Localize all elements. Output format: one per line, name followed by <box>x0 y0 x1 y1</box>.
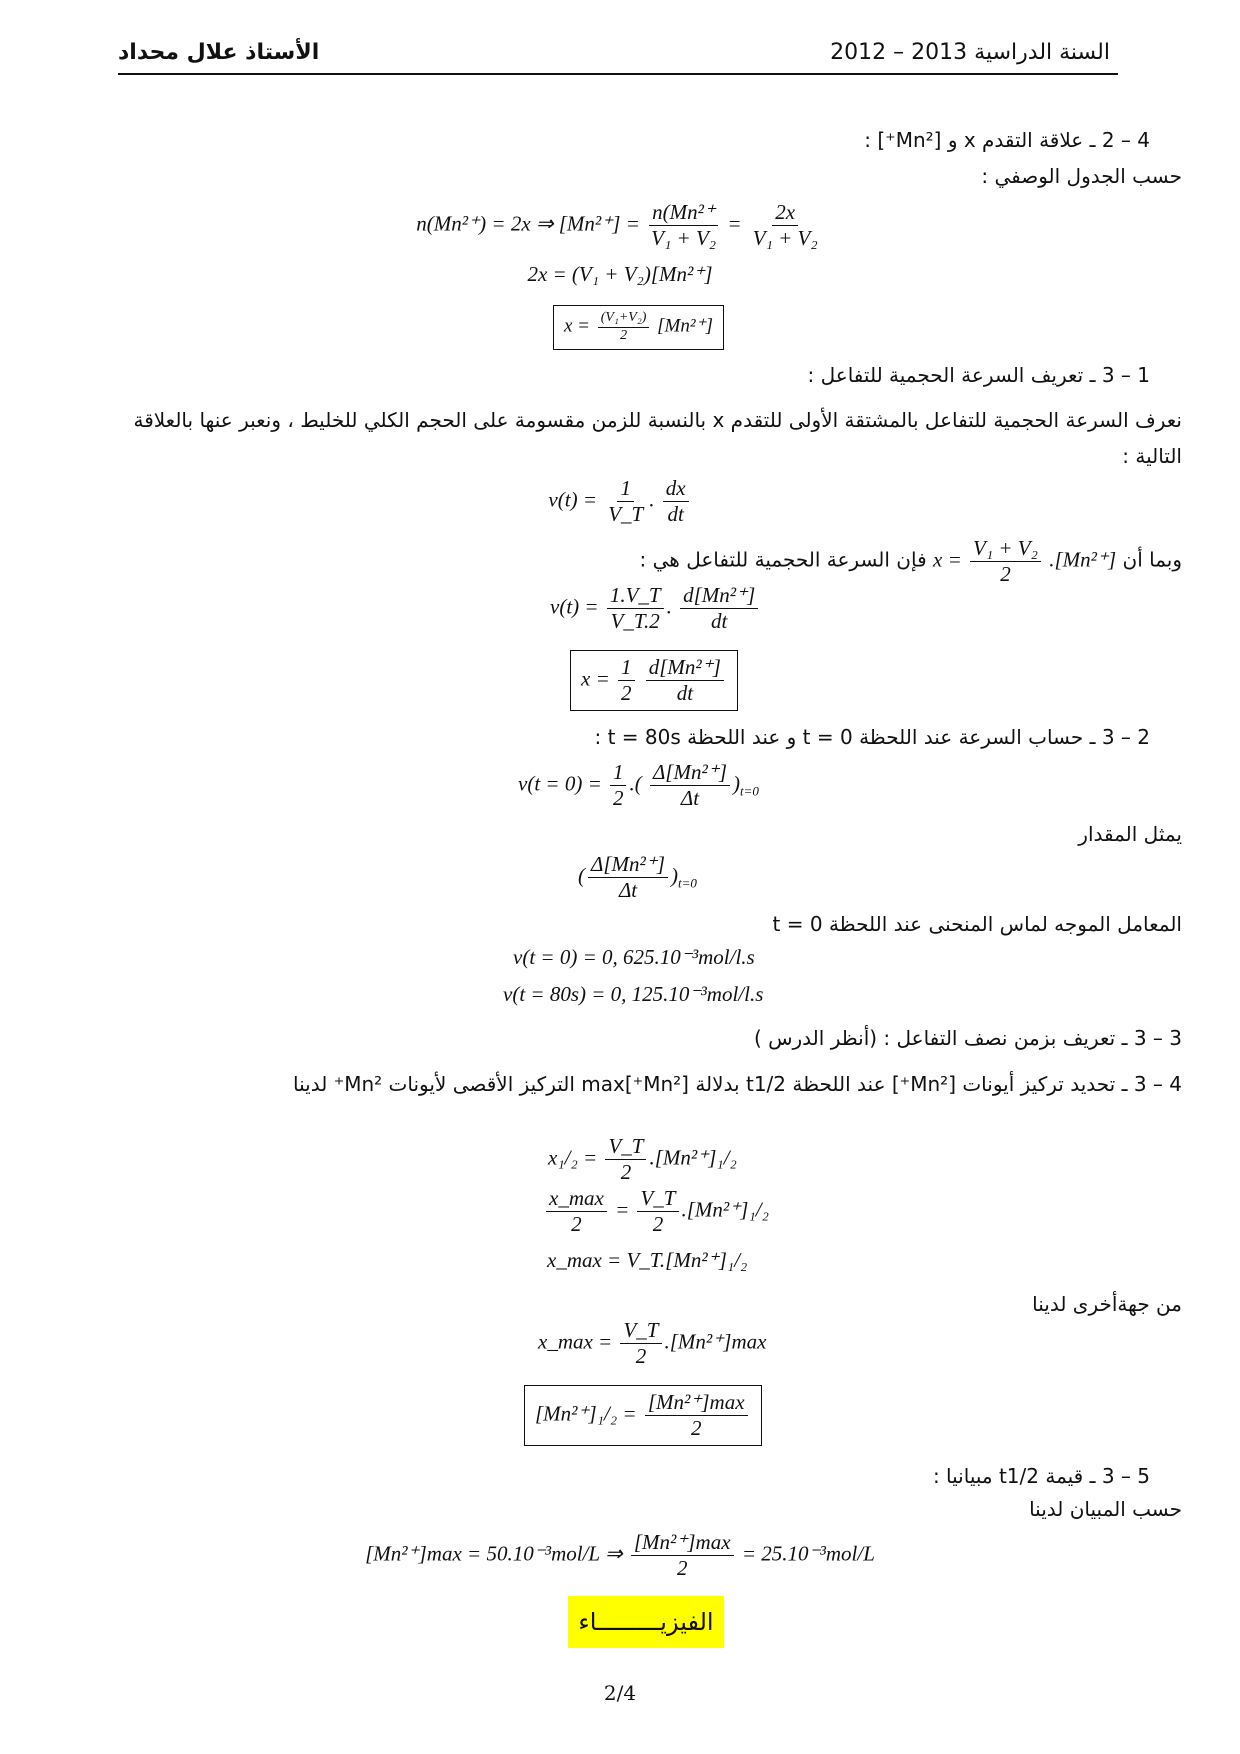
equation-xmax-half: $\frac{x\_\max}{2}$ = $\frac{V\_T}{2}$ .[Mn²⁺]₁/₂ <box>543 1186 769 1237</box>
heading-5-3: 5 – 3 ـ قيمة t1/2 مبيانيا : <box>932 1464 1150 1488</box>
value-v80: v(t = 80s) = 0, 125.10⁻³mol/l.s <box>503 982 764 1006</box>
equation-final: [Mn²⁺]max = 50.10⁻³mol/L ⇒ $\frac{\text{[Mn²⁺]max}}{2}$ = 25.10⁻³mol/L <box>365 1530 875 1581</box>
equation-x-half: x₁/₂ = $\frac{V\_T}{2}$ .[Mn²⁺]₁/₂ <box>548 1134 737 1185</box>
physics-banner-label: الفيزيـــــــــاء <box>578 1608 714 1636</box>
heading-4-3: 4 – 3 ـ تحديد تركيز أيونات [Mn²⁺] عند اللحظة t1/2 بدلالة [Mn²⁺]max التركيز الأقصى لأيونات Mn²⁺ لدينا <box>293 1072 1182 1096</box>
boxed-half-concentration: [Mn²⁺]₁/₂ = $\frac{\text{[Mn²⁺]max}}{2}$ <box>524 1385 762 1446</box>
intro-5-3: حسب المبيان لدينا <box>1029 1497 1182 1521</box>
heading-2-4: 4 – 2 ـ علاقة التقدم x و [Mn²⁺] : <box>864 128 1150 152</box>
header-teacher: الأستاذ علال محداد <box>118 40 320 65</box>
other-side-text: من جهةأخرى لدينا <box>1032 1292 1182 1316</box>
heading-3-3: 3 – 3 ـ تعريف بزمن نصف التفاعل : (أنظر الدرس ) <box>753 1026 1182 1050</box>
quantity-ratio: ( $\frac{\text{Δ[Mn²⁺]}}{\Delta t}$ )$_{t=0}$ <box>578 852 697 903</box>
definition-1-3: نعرف السرعة الحجمية للتفاعل بالمشتقة الأولى للتقدم x بالنسبة للزمن مقسومة على الحجم الكلي للخليط ، ونعبر عنها بالعلاقة التالية : <box>133 408 1182 468</box>
slope-text: المعامل الموجه لماس المنحنى عند اللحظة t = 0 <box>772 912 1182 936</box>
heading-2-3: 2 – 3 ـ حساب السرعة عند اللحظة t = 0 و عند اللحظة t = 80s : <box>594 725 1150 749</box>
heading-1-3: 1 – 3 ـ تعريف السرعة الحجمية للتفاعل : <box>807 363 1150 387</box>
equation-xmax: x_max = V_T.[Mn²⁺]₁/₂ <box>547 1248 748 1272</box>
physics-banner <box>568 1596 724 1648</box>
equation-2x: 2x = (V₁ + V₂)[Mn²⁺] <box>527 262 713 286</box>
represents-text: يمثل المقدار <box>1078 822 1182 846</box>
equation-velocity-2: v(t) = $\frac{1.V\_T}{V\_T.2}$ . $\frac{\text{d[Mn²⁺]}}{dt}$ <box>550 583 761 634</box>
boxed-x-relation: x = $\frac{\text{(V₁+V₂)}}{2}$ [Mn²⁺] <box>553 305 724 350</box>
equation-v0: v(t = 0) = $\frac{1}{2}$ .( $\frac{\text{Δ[Mn²⁺]}}{\Delta t}$ )$_{t=0}$ <box>518 760 759 811</box>
value-v0: v(t = 0) = 0, 625.10⁻³mol/l.s <box>513 945 755 969</box>
since-line: وبما أن x = $\frac{\text{V₁ + V₂}}{2}$ .[Mn²⁺] فإن السرعة الحجمية للتفاعل هي : <box>639 536 1182 587</box>
equation-n-mn: n(Mn²⁺) = 2x ⇒ [Mn²⁺] = $\frac{\text{n(Mn²⁺}}{\text{V₁ + V₂}}$ = $\frac{2x}{\text{V₁ + V₂}}$ <box>416 200 818 251</box>
intro-2-4: حسب الجدول الوصفي : <box>981 164 1182 188</box>
boxed-x-derivative: x = $\frac{1}{2}$ $\frac{\text{d[Mn²⁺]}}{dt}$ <box>570 650 738 711</box>
equation-xmax-2: x_max = $\frac{V\_T}{2}$ .[Mn²⁺]max <box>538 1318 767 1369</box>
header-rule <box>118 73 1118 75</box>
header-school-year: السنة الدراسية 2013 – 2012 <box>830 40 1110 65</box>
equation-velocity: v(t) = $\frac{1}{V\_T}$ . $\frac{dx}{dt}$ <box>0 476 1240 527</box>
page-number: 2/4 <box>603 1681 637 1705</box>
